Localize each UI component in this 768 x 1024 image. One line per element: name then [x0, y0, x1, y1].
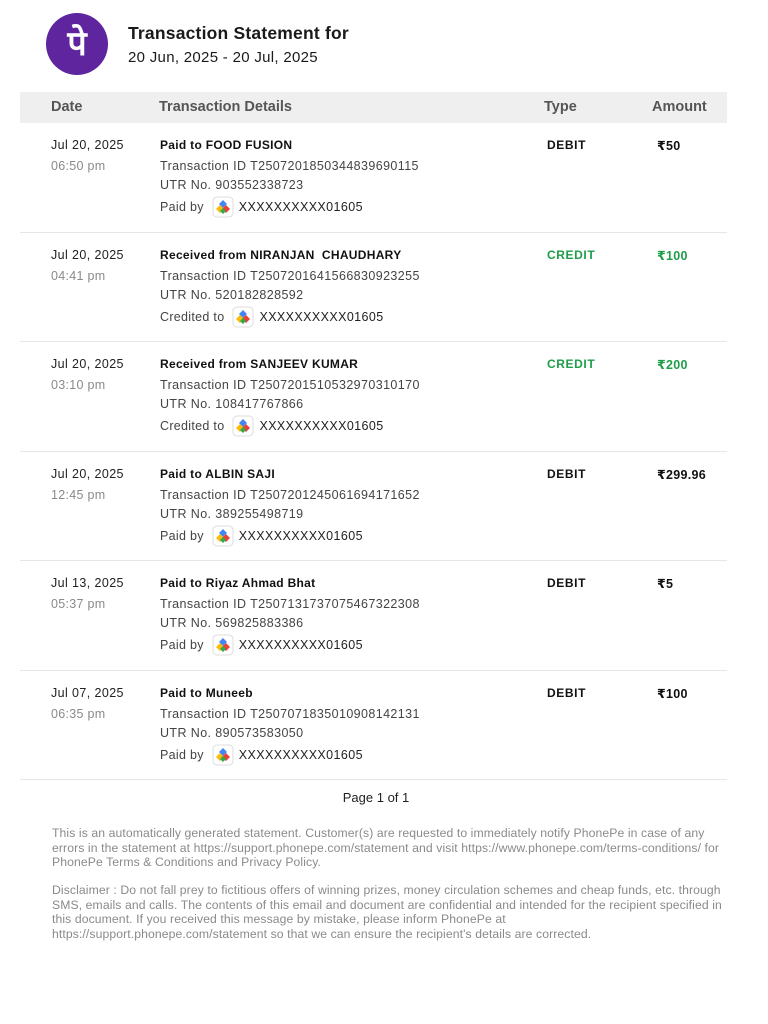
utr-number: UTR No. 520182828592 — [160, 287, 304, 302]
bank-icon — [212, 196, 234, 218]
transaction-type: DEBIT — [547, 466, 586, 481]
statement-header — [46, 14, 349, 74]
table-row — [20, 561, 727, 671]
transaction-party: Paid to Muneeb — [160, 685, 253, 700]
transaction-amount: ₹200 — [657, 358, 688, 372]
bank-icon — [212, 634, 234, 656]
transaction-id: Transaction ID T2507071835010908142131 — [160, 706, 420, 721]
column-header-details: Transaction Details — [159, 99, 292, 115]
transaction-date: Jul 20, 2025 — [51, 247, 124, 262]
transaction-id: Transaction ID T2507131737075467322308 — [160, 597, 420, 611]
transaction-type: DEBIT — [547, 576, 586, 590]
transaction-date: Jul 07, 2025 — [51, 685, 124, 700]
transaction-time: 03:10 pm — [51, 378, 106, 392]
column-header-type: Type — [544, 99, 577, 115]
transaction-time: 05:37 pm — [51, 597, 106, 611]
account-label: Credited to — [160, 419, 225, 433]
account-number: XXXXXXXXXX01605 — [259, 309, 384, 324]
transaction-date: Jul 20, 2025 — [51, 466, 124, 481]
transaction-type: CREDIT — [547, 357, 596, 371]
transaction-id: Transaction ID T2507201641566830923255 — [160, 268, 420, 283]
column-header-date: Date — [51, 99, 83, 115]
transaction-amount: ₹5 — [657, 577, 674, 591]
account-line — [160, 415, 384, 437]
transaction-id: Transaction ID T2507201510532970310170 — [160, 378, 420, 392]
statement-title: Transaction Statement for — [128, 22, 349, 43]
account-line — [160, 196, 363, 218]
transaction-party: Received from SANJEEV KUMAR — [160, 357, 359, 371]
account-number: XXXXXXXXXX01605 — [238, 747, 363, 762]
transaction-time: 12:45 pm — [51, 487, 106, 502]
transaction-time: 06:35 pm — [51, 706, 106, 721]
transaction-party: Received from NIRANJAN CHAUDHARY — [160, 247, 402, 262]
bank-icon — [212, 525, 234, 547]
bank-icon — [232, 306, 254, 328]
bank-icon — [232, 415, 254, 437]
transaction-type: CREDIT — [547, 247, 596, 262]
account-line — [160, 306, 384, 328]
utr-number: UTR No. 389255498719 — [160, 506, 304, 521]
utr-number: UTR No. 890573583050 — [160, 725, 304, 740]
transaction-date: Jul 20, 2025 — [51, 138, 124, 152]
title-block — [128, 23, 349, 66]
transaction-party: Paid to FOOD FUSION — [160, 138, 293, 152]
column-header-amount: Amount — [652, 99, 707, 115]
table-row — [20, 342, 727, 452]
page-number: Page 1 of 1 — [342, 790, 410, 805]
account-label: Credited to — [160, 309, 225, 324]
transaction-amount: ₹100 — [657, 686, 688, 701]
transaction-amount: ₹50 — [657, 139, 681, 153]
statement-notice: This is an automatically generated statement. Customer(s) are requested to immediately notify PhonePe in case of any errors in the statement at https://support.phonepe.com/statement and visit https://www.phonepe.com/terms-conditions/ for PhonePe Terms & Conditions and Privacy Policy. — [52, 826, 720, 869]
logo-glyph: पे — [67, 24, 87, 64]
statement-disclaimer: Disclaimer : Do not fall prey to fictitious offers of winning prizes, money circulation schemes and cheap funds, etc. through SMS, emails and calls. The contents of this email and document are confidential and intended for the recipient specified in this document. If you received this message by mistake, please inform PhonePe at https://support.phonepe.com/statement so that we can ensure the recipient's details are corrected. — [52, 883, 722, 941]
transaction-amount: ₹299.96 — [657, 467, 707, 482]
table-row — [20, 671, 727, 781]
account-line — [160, 525, 363, 547]
transaction-id: Transaction ID T2507201850344839690115 — [160, 159, 419, 173]
account-number: XXXXXXXXXX01605 — [238, 200, 363, 214]
account-number: XXXXXXXXXX01605 — [238, 528, 363, 543]
transaction-date: Jul 20, 2025 — [51, 357, 124, 371]
account-label: Paid by — [160, 200, 204, 214]
transaction-time: 06:50 pm — [51, 159, 106, 173]
phonepe-logo — [46, 13, 108, 75]
bank-icon — [212, 744, 234, 766]
utr-number: UTR No. 108417767866 — [160, 397, 304, 411]
table-row — [20, 233, 727, 343]
transaction-party: Paid to Riyaz Ahmad Bhat — [160, 576, 316, 590]
transaction-amount: ₹100 — [657, 248, 688, 263]
transaction-table — [20, 123, 727, 780]
transaction-time: 04:41 pm — [51, 268, 106, 283]
utr-number: UTR No. 903552338723 — [160, 178, 304, 192]
table-row — [20, 452, 727, 562]
account-number: XXXXXXXXXX01605 — [238, 638, 363, 652]
account-label: Paid by — [160, 528, 204, 543]
utr-number: UTR No. 569825883386 — [160, 616, 304, 630]
table-header — [20, 92, 727, 123]
transaction-type: DEBIT — [547, 685, 586, 700]
account-label: Paid by — [160, 747, 204, 762]
transaction-id: Transaction ID T2507201245061694171652 — [160, 487, 420, 502]
transaction-party: Paid to ALBIN SAJI — [160, 466, 275, 481]
account-label: Paid by — [160, 638, 204, 652]
account-line — [160, 634, 363, 656]
account-number: XXXXXXXXXX01605 — [259, 419, 384, 433]
statement-period: 20 Jun, 2025 - 20 Jul, 2025 — [128, 48, 318, 66]
transaction-date: Jul 13, 2025 — [51, 576, 124, 590]
account-line — [160, 744, 363, 766]
transaction-type: DEBIT — [547, 138, 586, 152]
table-row — [20, 123, 727, 233]
